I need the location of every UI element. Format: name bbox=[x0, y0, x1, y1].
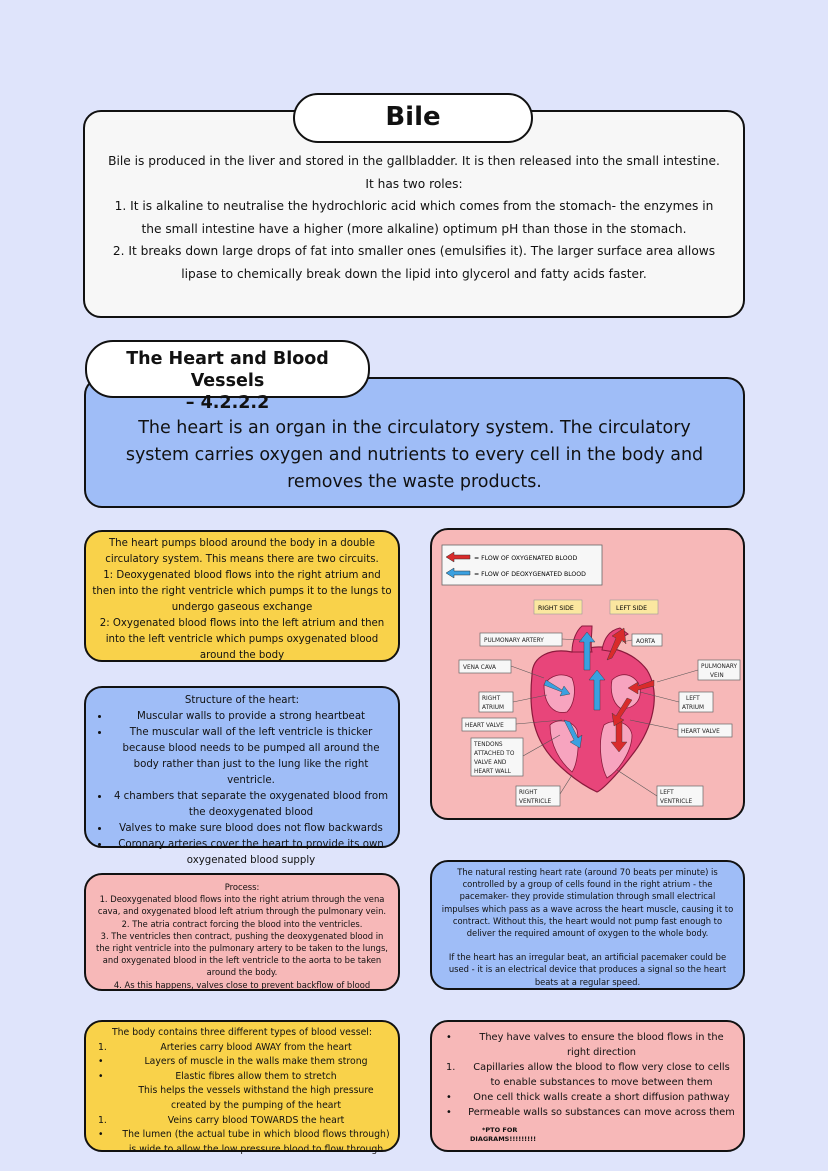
vena-cava-label: VENA CAVA bbox=[463, 665, 496, 671]
list-item: 1. Arteries carry blood AWAY from the heart bbox=[98, 1041, 352, 1053]
blood-vessels-box bbox=[84, 1020, 400, 1155]
left-ventricle-label: LEFT bbox=[660, 790, 674, 796]
tendons-label: VALVE AND bbox=[474, 760, 507, 766]
pto-note: *PTO FOR DIAGRAMS!!!!!!!!! bbox=[470, 1126, 537, 1143]
bile-title: Bile bbox=[293, 93, 533, 143]
bile-role-1: 1. It is alkaline to neutralise the hydrochloric acid which comes from the stomach- the enzymes in the small intestine have a higher (more alkaline) optimum pH than those in the stomach. bbox=[114, 199, 714, 236]
bile-role-2: 2. It breaks down large drops of fat into smaller ones (emulsifies it). The larger surface area allows lipase to chemically break down the lipid into glycerol and fatty acids faster. bbox=[112, 244, 716, 281]
legend-deoxy: = FLOW OF DEOXYGENATED BLOOD bbox=[474, 571, 586, 578]
vessels-heading: The body contains three different types of blood vessel: bbox=[111, 1027, 373, 1038]
list-item: • They have valves to ensure the blood flows in the right direction bbox=[446, 1032, 724, 1058]
process-box bbox=[84, 873, 400, 991]
heart-diagram bbox=[432, 530, 742, 817]
pulmonary-vein-label: VEIN bbox=[710, 673, 724, 679]
list-item: This helps the vessels withstand the high pressure created by the pumping of the heart bbox=[138, 1085, 374, 1111]
heart-rate-box bbox=[430, 860, 745, 990]
list-item: 1. Capillaries allow the blood to flow very close to cells to enable substances to move between them bbox=[446, 1062, 730, 1088]
structure-list bbox=[92, 709, 392, 869]
left-ventricle-label: VENTRICLE bbox=[660, 799, 693, 805]
legend-oxy: = FLOW OF OXYGENATED BLOOD bbox=[474, 555, 578, 562]
aorta-label: AORTA bbox=[636, 639, 656, 645]
process-step: 4. As this happens, valves close to prevent backflow of blood bbox=[113, 979, 371, 990]
heart-title-line1: The Heart and Blood Vessels bbox=[126, 349, 329, 391]
heart-diagram-box bbox=[430, 528, 745, 820]
process-heading: Process: bbox=[224, 882, 260, 892]
list-item: • Muscular walls to provide a strong heartbeat bbox=[110, 709, 392, 725]
heart-valve-label: HEART VALVE bbox=[681, 729, 720, 735]
list-item: • Coronary arteries cover the heart to provide its own oxygenated blood supply bbox=[110, 837, 392, 869]
tendons-label: TENDONS bbox=[474, 742, 503, 748]
heart-title-line2: – 4.2.2.2 bbox=[185, 393, 270, 413]
right-atrium-label: ATRIUM bbox=[482, 705, 505, 711]
heart-section-title bbox=[85, 340, 370, 413]
tendons-label: HEART WALL bbox=[474, 769, 511, 775]
process-step: 2. The atria contract forcing the blood into the ventricles. bbox=[121, 918, 363, 929]
list-item: • Layers of muscle in the walls make them strong bbox=[98, 1056, 368, 1068]
list-item: 1. Veins carry blood TOWARDS the heart bbox=[98, 1114, 345, 1126]
pulmonary-vein-label: PULMONARY bbox=[701, 664, 738, 670]
legend-box bbox=[442, 545, 602, 585]
list-item: • Valves to make sure blood does not flow backwards bbox=[110, 821, 392, 837]
capillaries-box bbox=[430, 1020, 745, 1152]
double-circulation-box bbox=[84, 530, 400, 662]
process-step: 3. The ventricles then contract, pushing the deoxygenated blood in the right ventricle into the pulmonary artery to be taken to the lungs, and oxygenated blood in the left ventricle to the aorta to be taken around the body. bbox=[96, 930, 388, 978]
left-atrium-label: ATRIUM bbox=[682, 705, 705, 711]
right-ventricle-label: RIGHT bbox=[519, 790, 538, 796]
list-item: • Elastic fibres allow them to stretch bbox=[98, 1070, 337, 1082]
heart-illustration bbox=[531, 626, 654, 792]
list-item: • Permeable walls so substances can move across them bbox=[446, 1107, 735, 1118]
double-circ-line: 1: Deoxygenated blood flows into the right atrium and then into the right ventricle which pumps it to the lungs to undergo gaseous exchange bbox=[92, 570, 392, 613]
heart-valve-label: HEART VALVE bbox=[465, 723, 504, 729]
structure-box bbox=[84, 686, 400, 866]
list-item: • One cell thick walls create a short diffusion pathway bbox=[446, 1092, 730, 1103]
process-step: 1. Deoxygenated blood flows into the right atrium through the vena cava, and oxygenated blood left atrium through the pulmonary vein. bbox=[97, 894, 387, 917]
heart-rate-para1: The natural resting heart rate (around 70 beats per minute) is controlled by a group of cells found in the right atrium - the pacemaker- they provide stimulation through small electrical impulses which pass as a wave across the heart muscle, causing it to contract. Without this, the heart would not pump fast enough to deliver the required amount of oxygen to the whole body. bbox=[441, 867, 734, 939]
right-ventricle-label: VENTRICLE bbox=[519, 799, 552, 805]
left-side-label: LEFT SIDE bbox=[616, 605, 647, 612]
list-item: • The muscular wall of the left ventricle is thicker because blood needs to be pumped all around the body rather than just to the lung like the right ventricle. bbox=[110, 725, 392, 789]
tendons-label: ATTACHED TO bbox=[474, 751, 515, 757]
list-item: • The lumen (the actual tube in which blood flows through) is wide to allow the low pressure blood to flow through bbox=[98, 1129, 390, 1155]
pulmonary-artery-label: PULMONARY ARTERY bbox=[484, 638, 544, 644]
heart-intro: The heart is an organ in the circulatory system. The circulatory system carries oxygen and nutrients to every cell in the body and removes the waste products. bbox=[125, 418, 704, 492]
double-circ-line: The heart pumps blood around the body in a double circulatory system. This means there are two circuits. bbox=[105, 538, 379, 565]
left-atrium-label: LEFT bbox=[686, 696, 700, 702]
heart-rate-para2: If the heart has an irregular beat, an artificial pacemaker could be used - it is an electrical device that produces a signal so the heart beats at a regular speed. bbox=[448, 952, 727, 987]
bile-intro: Bile is produced in the liver and stored in the gallbladder. It is then released into the small intestine. It has two roles: bbox=[108, 154, 720, 191]
right-side-label: RIGHT SIDE bbox=[538, 605, 574, 612]
structure-heading: Structure of the heart: bbox=[184, 695, 300, 706]
right-atrium-label: RIGHT bbox=[482, 696, 501, 702]
list-item: • 4 chambers that separate the oxygenated blood from the deoxygenated blood bbox=[110, 789, 392, 821]
double-circ-line: 2: Oxygenated blood flows into the left atrium and then into the left ventricle which pumps oxygenated blood around the body bbox=[99, 618, 385, 661]
